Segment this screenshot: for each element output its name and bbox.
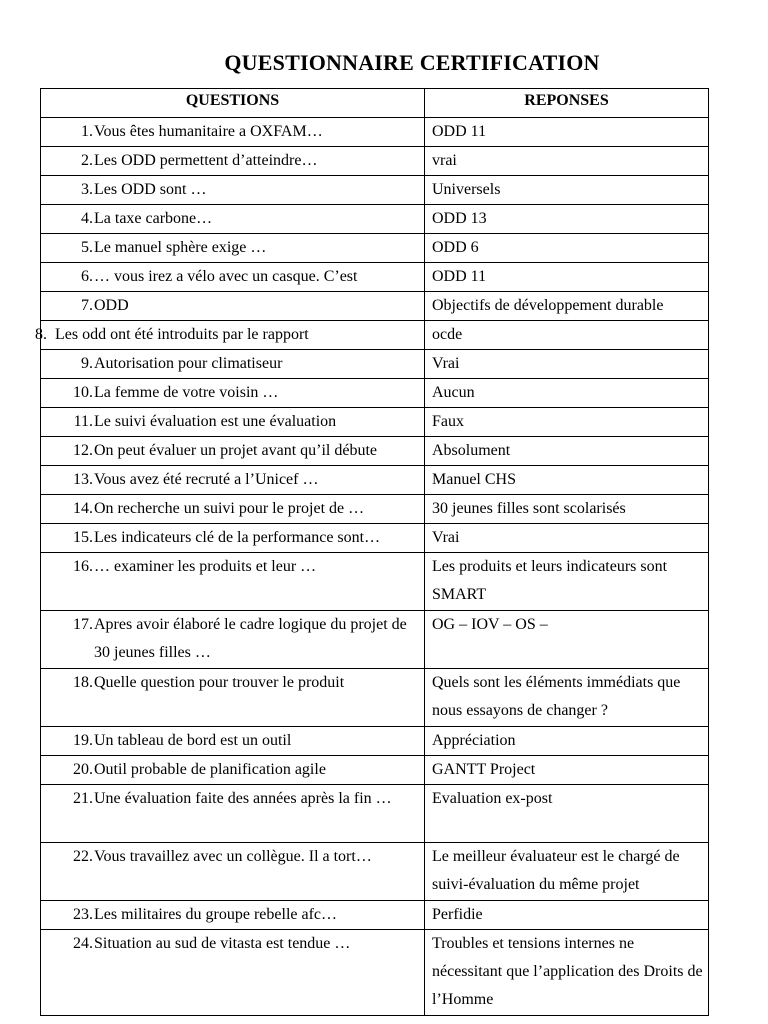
question-cell	[41, 350, 425, 379]
question-text: La femme de votre voisin …	[94, 384, 279, 401]
table-row	[41, 843, 709, 901]
answer-cell: vrai	[425, 147, 709, 176]
question-cell	[41, 379, 425, 408]
table-row	[41, 263, 709, 292]
question-cell	[41, 553, 425, 611]
answer-cell: Aucun	[425, 379, 709, 408]
question-cell	[41, 437, 425, 466]
table-row	[41, 727, 709, 756]
answer-cell: GANTT Project	[425, 756, 709, 785]
answer-cell: Manuel CHS	[425, 466, 709, 495]
table-row	[41, 176, 709, 205]
answer-cell: Le meilleur évaluateur est le chargé de suivi-évaluation du même projet	[425, 843, 709, 901]
answer-cell: Appréciation	[425, 727, 709, 756]
table-row	[41, 553, 709, 611]
question-number: 16.	[73, 558, 93, 575]
question-number: 10.	[73, 384, 93, 401]
table-row	[41, 437, 709, 466]
question-number: 4.	[81, 210, 93, 227]
answer-cell: Objectifs de développement durable	[425, 292, 709, 321]
question-text: On peut évaluer un projet avant qu’il débute	[94, 442, 378, 459]
question-cell	[41, 611, 425, 669]
answer-cell: ODD 11	[425, 263, 709, 292]
table-row	[41, 669, 709, 727]
table-row	[41, 756, 709, 785]
answer-cell: Universels	[425, 176, 709, 205]
question-text: Quelle question pour trouver le produit	[94, 674, 345, 691]
table-row	[41, 379, 709, 408]
question-text: Les militaires du groupe rebelle afc…	[94, 906, 338, 923]
question-text: … examiner les produits et leur …	[94, 558, 317, 575]
question-number: 14.	[73, 500, 93, 517]
question-cell	[41, 292, 425, 321]
question-cell	[41, 901, 425, 930]
question-text: Les indicateurs clé de la performance sont…	[94, 529, 381, 546]
question-text: Le manuel sphère exige …	[94, 239, 267, 256]
question-cell	[41, 843, 425, 901]
question-text: Apres avoir élaboré le cadre logique du projet de 30 jeunes filles …	[94, 616, 407, 661]
question-number: 18.	[73, 674, 93, 691]
question-text: Autorisation pour climatiseur	[94, 355, 283, 372]
question-cell	[35, 321, 425, 350]
answer-cell: Vrai	[425, 524, 709, 553]
table-row	[41, 118, 709, 147]
question-text: Les ODD sont …	[94, 181, 207, 198]
answers-header: REPONSES	[425, 89, 709, 118]
question-cell	[41, 408, 425, 437]
question-number: 3.	[81, 181, 93, 198]
question-number: 19.	[73, 732, 93, 749]
question-text: Les odd ont été introduits par le rapport	[55, 326, 309, 343]
question-number: 9.	[81, 355, 93, 372]
table-row	[41, 524, 709, 553]
question-text: Vous êtes humanitaire a OXFAM…	[94, 123, 323, 140]
table-row	[41, 785, 709, 843]
question-number: 1.	[81, 123, 93, 140]
answer-cell: Quels sont les éléments immédiats que nous essayons de changer ?	[425, 669, 709, 727]
question-number: 23.	[73, 906, 93, 923]
question-number: 5.	[81, 239, 93, 256]
question-number: 12.	[73, 442, 93, 459]
question-cell	[41, 147, 425, 176]
answer-cell: ODD 6	[425, 234, 709, 263]
question-text: ODD	[94, 297, 129, 314]
table-row	[41, 350, 709, 379]
answer-cell: Evaluation ex-post	[425, 785, 709, 843]
question-text: Un tableau de bord est un outil	[94, 732, 292, 749]
question-number: 7.	[81, 297, 93, 314]
question-cell	[41, 263, 425, 292]
question-cell	[41, 205, 425, 234]
question-number: 20.	[73, 761, 93, 778]
question-text: Vous travaillez avec un collègue. Il a tort…	[94, 848, 372, 865]
answer-cell: Absolument	[425, 437, 709, 466]
question-cell	[41, 930, 425, 1016]
question-cell	[41, 466, 425, 495]
answer-cell: Faux	[425, 408, 709, 437]
answer-cell: OG – IOV – OS –	[425, 611, 709, 669]
table-row	[41, 901, 709, 930]
question-text: Outil probable de planification agile	[94, 761, 326, 778]
question-number: 13.	[73, 471, 93, 488]
answer-cell: Troubles et tensions internes ne nécessitant que l’application des Droits de l’Homme	[425, 930, 709, 1016]
question-text: … vous irez a vélo avec un casque. C’est	[94, 268, 358, 285]
question-text: On recherche un suivi pour le projet de …	[94, 500, 365, 517]
answer-cell: ODD 13	[425, 205, 709, 234]
table-row	[41, 147, 709, 176]
question-text: Le suivi évaluation est une évaluation	[94, 413, 337, 430]
question-number: 8.	[35, 326, 47, 343]
table-row	[41, 234, 709, 263]
question-number: 17.	[73, 616, 93, 633]
question-cell	[41, 495, 425, 524]
answer-cell: ODD 11	[425, 118, 709, 147]
table-header-row	[41, 89, 709, 118]
question-cell	[41, 669, 425, 727]
question-number: 2.	[81, 152, 93, 169]
questionnaire-table	[35, 88, 709, 1016]
question-cell	[41, 118, 425, 147]
table-row	[41, 930, 709, 1016]
question-text: Les ODD permettent d’atteindre…	[94, 152, 318, 169]
table-row	[41, 466, 709, 495]
question-cell	[41, 234, 425, 263]
table-row	[41, 205, 709, 234]
answer-cell: Perfidie	[425, 901, 709, 930]
question-number: 15.	[73, 529, 93, 546]
table-row	[41, 495, 709, 524]
question-number: 6.	[81, 268, 93, 285]
question-cell	[41, 727, 425, 756]
table-row	[41, 321, 709, 350]
answer-cell: Vrai	[425, 350, 709, 379]
questions-header: QUESTIONS	[41, 89, 425, 118]
question-cell	[41, 524, 425, 553]
question-cell	[41, 176, 425, 205]
question-text: Situation au sud de vitasta est tendue …	[94, 935, 351, 952]
question-cell	[41, 756, 425, 785]
question-number: 22.	[73, 848, 93, 865]
question-number: 24.	[73, 935, 93, 952]
answer-cell: ocde	[425, 321, 709, 350]
answer-cell: 30 jeunes filles sont scolarisés	[425, 495, 709, 524]
page-title: QUESTIONNAIRE CERTIFICATION	[224, 50, 600, 75]
table-row	[41, 292, 709, 321]
question-text: Vous avez été recruté a l’Unicef …	[94, 471, 319, 488]
question-number: 11.	[73, 413, 93, 430]
question-text: La taxe carbone…	[94, 210, 213, 227]
question-number: 21.	[73, 790, 93, 807]
table-row	[41, 408, 709, 437]
question-text-unindented	[35, 321, 424, 349]
table-row	[41, 611, 709, 669]
question-cell	[41, 785, 425, 843]
answer-cell: Les produits et leurs indicateurs sont SMART	[425, 553, 709, 611]
question-text: Une évaluation faite des années après la fin …	[94, 790, 392, 807]
